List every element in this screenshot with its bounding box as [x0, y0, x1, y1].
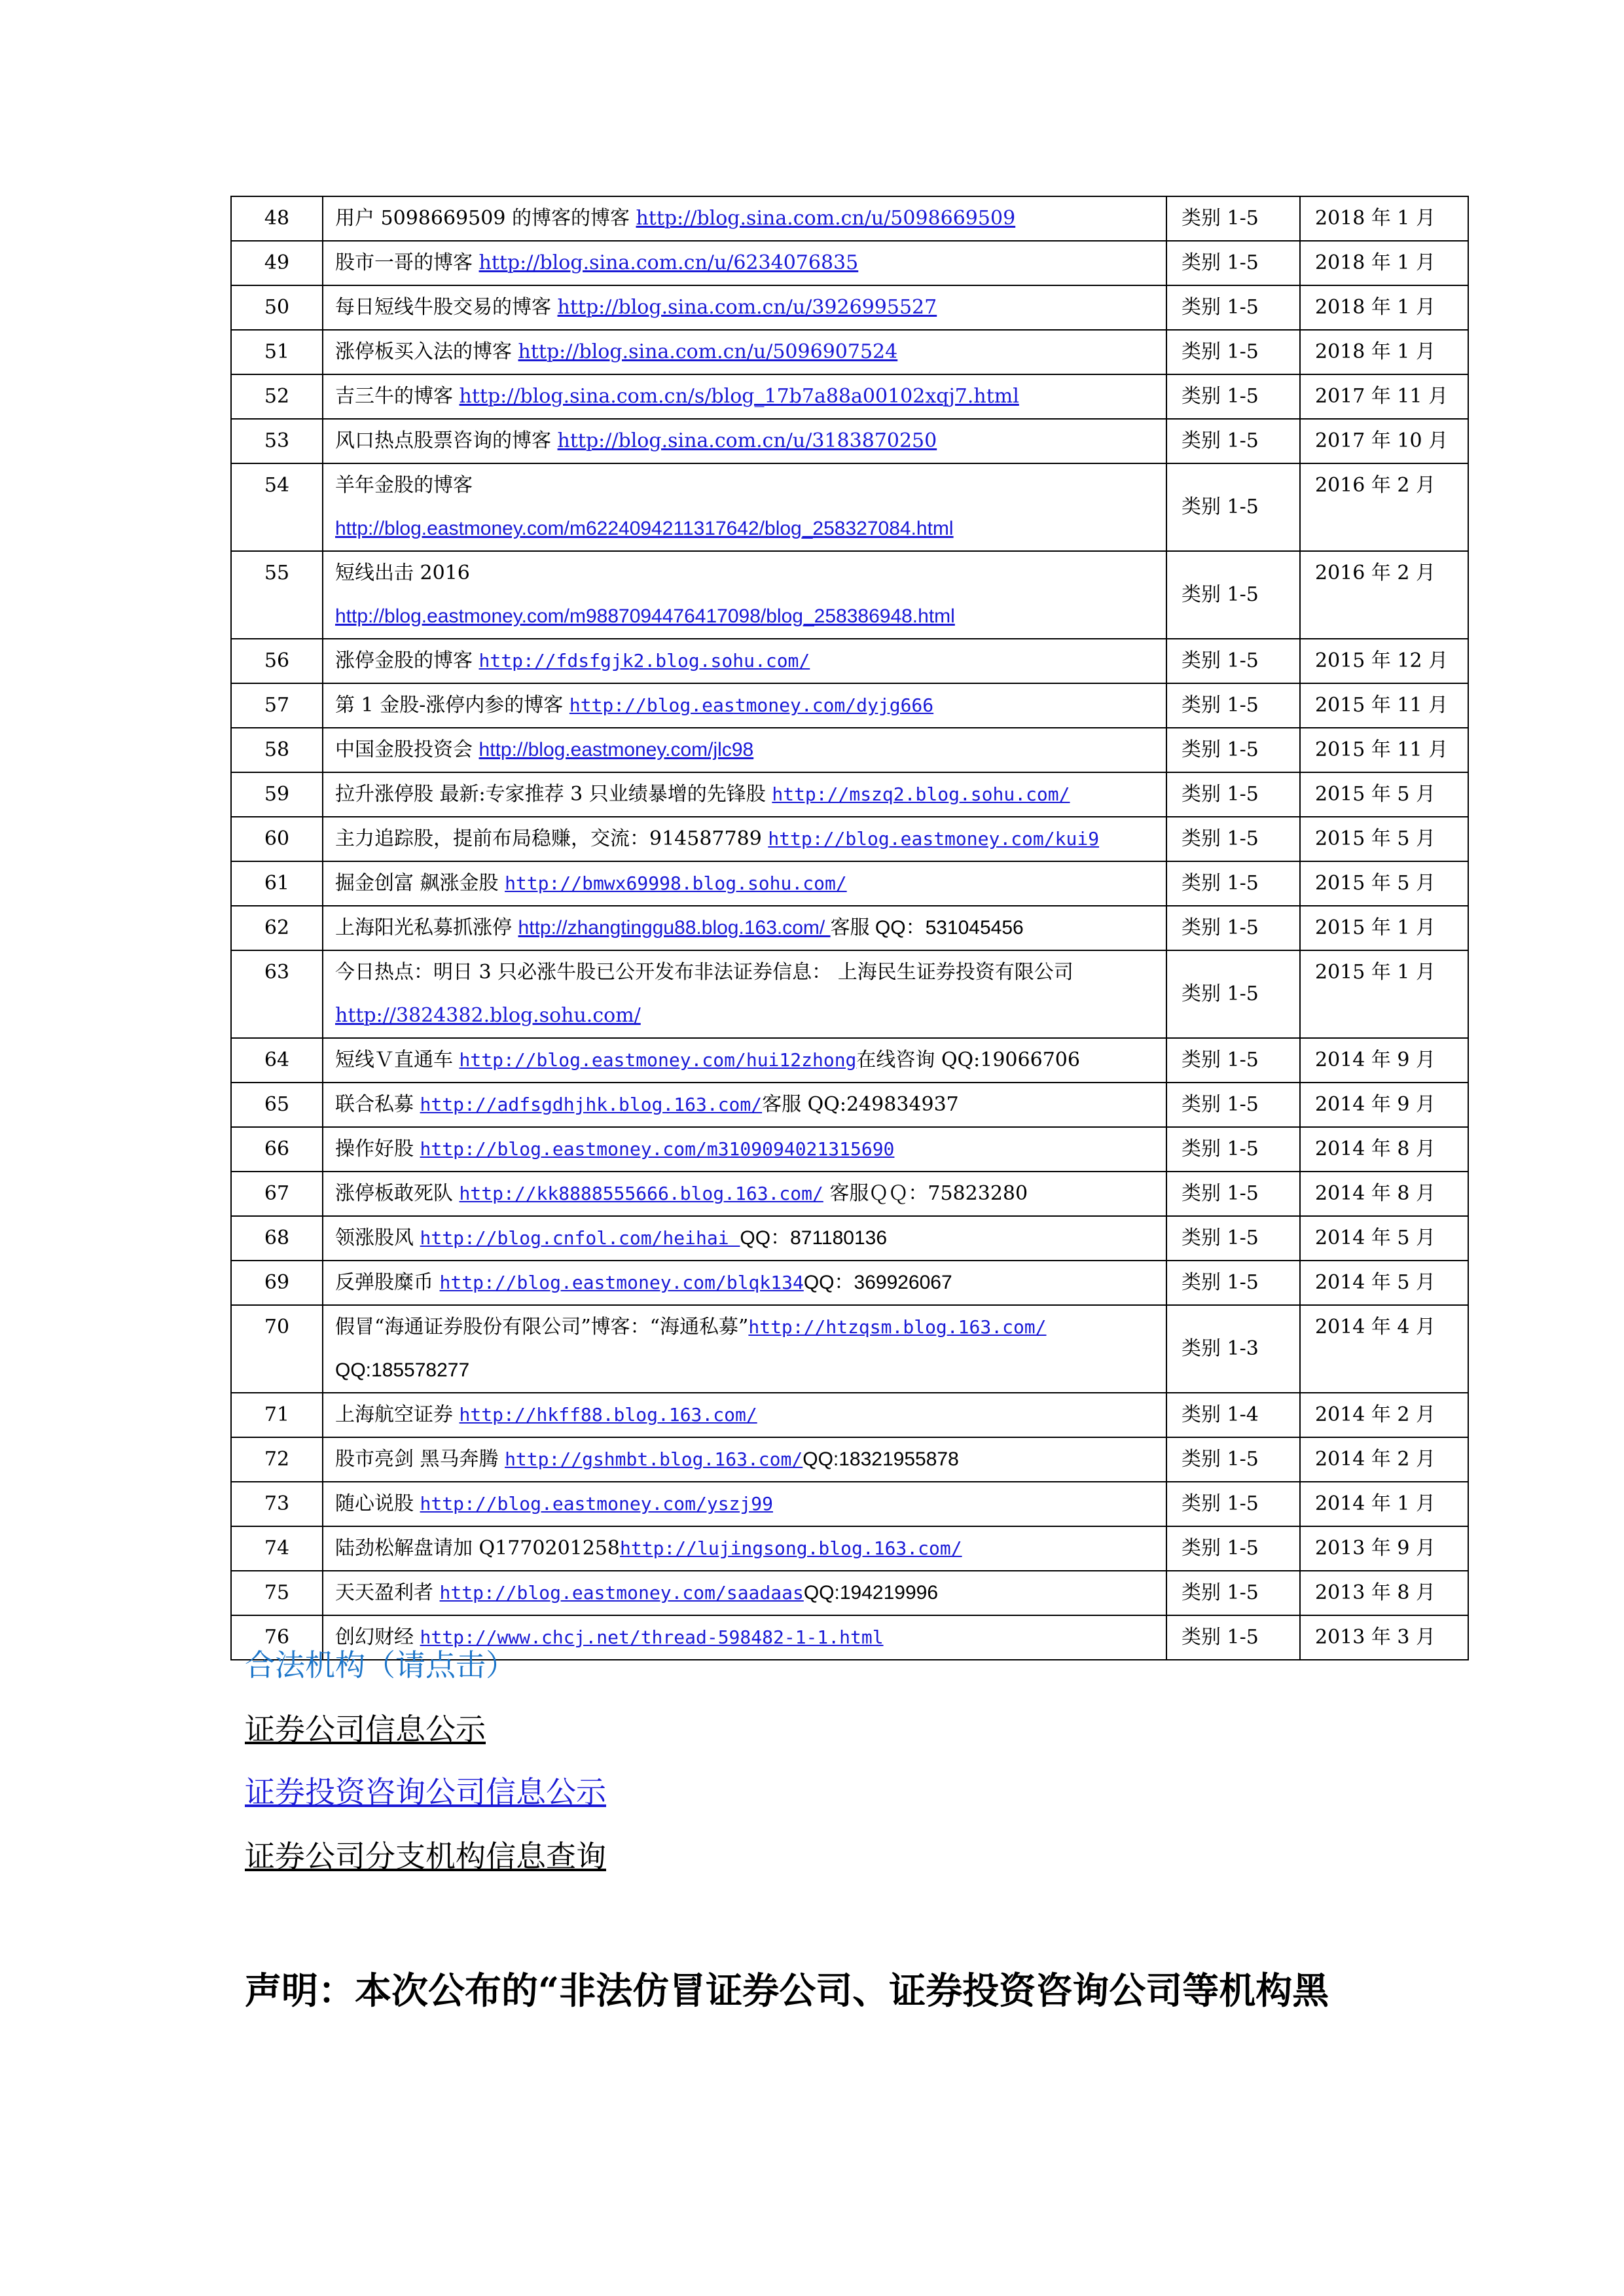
- contact-info: 在线咨询 QQ:19066706: [856, 1049, 1080, 1071]
- row-number: 58: [231, 728, 323, 772]
- row-date: 2014 年 4 月: [1300, 1305, 1468, 1393]
- row-category: 类别 1-5: [1166, 1571, 1300, 1615]
- table-row: [231, 1526, 1468, 1571]
- row-date: 2015 年 1 月: [1300, 950, 1468, 1038]
- row-description: [323, 1526, 1166, 1571]
- entry-name: 第 1 金股-涨停内参的博客: [335, 694, 569, 717]
- row-number: 72: [231, 1437, 323, 1482]
- row-number: 66: [231, 1127, 323, 1172]
- row-description: [323, 1083, 1166, 1127]
- legal-institutions-heading[interactable]: 合法机构（请点击）: [245, 1647, 516, 1683]
- entry-name: 主力追踪股，提前布局稳赚，交流：914587789: [335, 827, 768, 850]
- row-category: 类别 1-5: [1166, 463, 1300, 551]
- entry-name: 涨停板买入法的博客: [335, 340, 518, 363]
- row-date: 2015 年 11 月: [1300, 683, 1468, 728]
- row-category: 类别 1-5: [1166, 817, 1300, 861]
- row-description: [323, 1305, 1166, 1393]
- entry-name: 联合私募: [335, 1093, 420, 1116]
- table-row: [231, 1216, 1468, 1261]
- row-description: [323, 639, 1166, 683]
- row-category: 类别 1-5: [1166, 330, 1300, 374]
- table-row: [231, 463, 1468, 551]
- row-number: 53: [231, 419, 323, 463]
- entry-name: 涨停金股的博客: [335, 649, 479, 672]
- table-row: [231, 1261, 1468, 1305]
- blog-link[interactable]: http://fdsfgjk2.blog.sohu.com/: [478, 650, 810, 672]
- table-row: [231, 330, 1468, 374]
- row-date: 2014 年 1 月: [1300, 1482, 1468, 1526]
- table-row: [231, 1127, 1468, 1172]
- row-number: 74: [231, 1526, 323, 1571]
- contact-info: QQ:185578277: [335, 1359, 470, 1381]
- blog-link[interactable]: http://kk8888555666.blog.163.com/: [459, 1183, 823, 1204]
- table-row: [231, 1482, 1468, 1526]
- row-number: 57: [231, 683, 323, 728]
- table-row: [231, 950, 1468, 1038]
- row-date: 2014 年 2 月: [1300, 1393, 1468, 1437]
- row-category: 类别 1-5: [1166, 1261, 1300, 1305]
- row-category: 类别 1-5: [1166, 1526, 1300, 1571]
- blog-link[interactable]: http://blog.sina.com.cn/u/3183870250: [557, 429, 937, 452]
- row-number: 67: [231, 1172, 323, 1216]
- row-description: [323, 1482, 1166, 1526]
- blog-link[interactable]: http://mszq2.blog.sohu.com/: [772, 783, 1070, 805]
- entry-name: 上海航空证券: [335, 1403, 460, 1426]
- blog-link[interactable]: http://blog.eastmoney.com/saadaas: [439, 1582, 804, 1604]
- investment-consulting-info-link[interactable]: 证券投资咨询公司信息公示: [245, 1774, 606, 1810]
- table-row: [231, 1083, 1468, 1127]
- row-category: 类别 1-5: [1166, 1038, 1300, 1083]
- securities-company-info-link[interactable]: 证券公司信息公示: [245, 1712, 486, 1747]
- entry-name: 上海阳光私募抓涨停: [335, 916, 518, 939]
- row-category: 类别 1-5: [1166, 241, 1300, 285]
- row-category: 类别 1-5: [1166, 1482, 1300, 1526]
- row-number: 70: [231, 1305, 323, 1393]
- row-number: 48: [231, 196, 323, 241]
- row-date: 2015 年 12 月: [1300, 639, 1468, 683]
- table-row: [231, 1437, 1468, 1482]
- row-category: 类别 1-5: [1166, 728, 1300, 772]
- table-row: [231, 1305, 1468, 1393]
- row-category: 类别 1-3: [1166, 1305, 1300, 1393]
- row-description: [323, 463, 1166, 551]
- row-category: 类别 1-5: [1166, 419, 1300, 463]
- blog-link[interactable]: http://gshmbt.blog.163.com/: [505, 1448, 803, 1470]
- table-row: [231, 1571, 1468, 1615]
- row-number: 69: [231, 1261, 323, 1305]
- row-number: 56: [231, 639, 323, 683]
- row-description: [323, 241, 1166, 285]
- row-number: 54: [231, 463, 323, 551]
- row-category: 类别 1-5: [1166, 1216, 1300, 1261]
- entry-name: 反弹股糜币: [335, 1271, 440, 1294]
- row-description: [323, 772, 1166, 817]
- table-row: [231, 772, 1468, 817]
- blog-link[interactable]: http://adfsgdhjhk.blog.163.com/: [420, 1094, 763, 1115]
- entry-name: 随心说股: [335, 1492, 420, 1515]
- statement-text: 声明：本次公布的“非法仿冒证券公司、证券投资咨询公司等机构黑: [245, 1969, 1329, 2013]
- entry-name: 操作好股: [335, 1138, 420, 1160]
- blog-link[interactable]: http://blog.sina.com.cn/u/5098669509: [636, 207, 1016, 230]
- row-date: 2018 年 1 月: [1300, 285, 1468, 330]
- row-category: 类别 1-5: [1166, 1127, 1300, 1172]
- row-date: 2018 年 1 月: [1300, 241, 1468, 285]
- row-date: 2017 年 10 月: [1300, 419, 1468, 463]
- table-body: [231, 196, 1468, 1660]
- row-number: 64: [231, 1038, 323, 1083]
- blog-link[interactable]: http://htzqsm.blog.163.com/: [748, 1316, 1047, 1338]
- row-category: 类别 1-5: [1166, 639, 1300, 683]
- table-row: [231, 861, 1468, 906]
- row-date: 2014 年 5 月: [1300, 1261, 1468, 1305]
- blog-link[interactable]: http://www.chcj.net/thread-598482-1-1.html: [420, 1626, 884, 1648]
- table-row: [231, 374, 1468, 419]
- row-category: 类别 1-5: [1166, 906, 1300, 950]
- row-number: 71: [231, 1393, 323, 1437]
- row-description: [323, 1172, 1166, 1216]
- table-row: [231, 1038, 1468, 1083]
- entry-name: 假冒“海通证券股份有限公司”博客：“海通私募”: [335, 1316, 749, 1338]
- entry-name: 中国金股投资会: [335, 738, 479, 761]
- row-number: 75: [231, 1571, 323, 1615]
- row-category: 类别 1-5: [1166, 374, 1300, 419]
- row-description: [323, 374, 1166, 419]
- row-date: 2018 年 1 月: [1300, 196, 1468, 241]
- row-description: [323, 1437, 1166, 1482]
- blog-link[interactable]: http://lujingsong.blog.163.com/: [620, 1537, 962, 1559]
- row-description: [323, 330, 1166, 374]
- row-date: 2015 年 5 月: [1300, 861, 1468, 906]
- row-date: 2015 年 1 月: [1300, 906, 1468, 950]
- branch-info-query-link[interactable]: 证券公司分支机构信息查询: [245, 1839, 606, 1874]
- blog-link[interactable]: http://3824382.blog.sohu.com/: [335, 1004, 641, 1027]
- row-date: 2014 年 5 月: [1300, 1216, 1468, 1261]
- blog-link[interactable]: http://blog.eastmoney.com/blqk134: [439, 1272, 804, 1293]
- entry-name: 陆劲松解盘请加 Q1770201258: [335, 1537, 620, 1560]
- table-row: [231, 906, 1468, 950]
- blog-link[interactable]: http://blog.eastmoney.com/kui9: [768, 828, 1100, 850]
- row-number: 60: [231, 817, 323, 861]
- table-row: [231, 728, 1468, 772]
- row-number: 49: [231, 241, 323, 285]
- row-date: 2015 年 5 月: [1300, 772, 1468, 817]
- row-category: 类别 1-5: [1166, 950, 1300, 1038]
- row-description: [323, 1216, 1166, 1261]
- blog-link[interactable]: http://bmwx69998.blog.sohu.com/: [505, 872, 847, 894]
- table-row: [231, 196, 1468, 241]
- blog-link[interactable]: http://blog.eastmoney.com/hui12zhong: [459, 1049, 857, 1071]
- entry-name: 今日热点：明日 3 只必涨牛股已公开发布非法证券信息： 上海民生证券投资有限公司: [335, 961, 1074, 984]
- row-description: [323, 1571, 1166, 1615]
- row-number: 73: [231, 1482, 323, 1526]
- row-date: 2016 年 2 月: [1300, 463, 1468, 551]
- row-category: 类别 1-4: [1166, 1393, 1300, 1437]
- contact-info: QQ：871180136: [740, 1227, 888, 1249]
- row-number: 61: [231, 861, 323, 906]
- blog-link[interactable]: http://blog.eastmoney.com/m3109094021315690: [420, 1138, 895, 1160]
- blog-link[interactable]: http://blog.sina.com.cn/u/3926995527: [557, 296, 937, 319]
- blog-link[interactable]: http://blog.sina.com.cn/u/6234076835: [478, 251, 859, 274]
- row-description: [323, 419, 1166, 463]
- entry-name: 拉升涨停股 最新:专家推荐 3 只业绩暴增的先锋股: [335, 783, 772, 806]
- contact-info: 客服 QQ:249834937: [762, 1093, 959, 1116]
- row-category: 类别 1-5: [1166, 683, 1300, 728]
- contact-info: QQ：369926067: [803, 1272, 952, 1293]
- blog-link[interactable]: http://blog.eastmoney.com/jlc98: [478, 739, 754, 761]
- entry-name: 羊年金股的博客: [335, 474, 473, 497]
- row-category: 类别 1-5: [1166, 285, 1300, 330]
- row-date: 2014 年 9 月: [1300, 1038, 1468, 1083]
- row-description: [323, 906, 1166, 950]
- row-number: 76: [231, 1615, 323, 1660]
- table-row: [231, 551, 1468, 639]
- row-date: 2016 年 2 月: [1300, 551, 1468, 639]
- table-row: [231, 419, 1468, 463]
- blog-link[interactable]: http://zhangtinggu88.blog.163.com/: [518, 917, 831, 939]
- entry-name: 股市一哥的博客: [335, 251, 479, 274]
- table-row: [231, 817, 1468, 861]
- row-date: 2014 年 8 月: [1300, 1127, 1468, 1172]
- row-date: 2014 年 9 月: [1300, 1083, 1468, 1127]
- blog-link[interactable]: http://blog.eastmoney.com/dyjg666: [569, 694, 934, 716]
- row-number: 59: [231, 772, 323, 817]
- row-date: 2015 年 11 月: [1300, 728, 1468, 772]
- row-date: 2013 年 8 月: [1300, 1571, 1468, 1615]
- row-description: [323, 1261, 1166, 1305]
- entry-name: 股市亮剑 黑马奔腾: [335, 1448, 505, 1471]
- entry-name: 用户 5098669509 的博客的博客: [335, 207, 636, 230]
- entry-name: 吉三牛的博客: [335, 385, 460, 408]
- row-date: 2013 年 3 月: [1300, 1615, 1468, 1660]
- entry-name: 天天盈利者: [335, 1581, 440, 1604]
- entry-name: 创幻财经: [335, 1626, 420, 1649]
- row-number: 68: [231, 1216, 323, 1261]
- row-number: 65: [231, 1083, 323, 1127]
- blog-link[interactable]: http://hkff88.blog.163.com/: [459, 1404, 757, 1426]
- contact-info: 客服 QQ：531045456: [830, 917, 1024, 939]
- table-row: [231, 241, 1468, 285]
- row-number: 50: [231, 285, 323, 330]
- blog-link[interactable]: http://blog.eastmoney.com/yszj99: [420, 1493, 773, 1515]
- entry-name: 掘金创富 飙涨金股: [335, 872, 505, 895]
- entry-name: 短线Ｖ直通车: [335, 1049, 460, 1071]
- entry-name: 风口热点股票咨询的博客: [335, 429, 558, 452]
- contact-info: QQ:18321955878: [803, 1448, 959, 1470]
- blog-link[interactable]: http://blog.cnfol.com/heihai: [420, 1227, 740, 1249]
- blog-link[interactable]: http://blog.eastmoney.com/m6224094211317642/blog_258327084.html: [335, 518, 954, 539]
- blog-link[interactable]: http://blog.eastmoney.com/m9887094476417098/blog_258386948.html: [335, 605, 955, 627]
- table-row: [231, 1172, 1468, 1216]
- blacklist-table: [230, 196, 1469, 1660]
- row-number: 55: [231, 551, 323, 639]
- row-date: 2013 年 9 月: [1300, 1526, 1468, 1571]
- row-description: [323, 683, 1166, 728]
- row-number: 51: [231, 330, 323, 374]
- row-category: 类别 1-5: [1166, 1083, 1300, 1127]
- blog-link[interactable]: http://blog.sina.com.cn/u/5096907524: [518, 340, 898, 363]
- row-description: [323, 551, 1166, 639]
- row-description: [323, 1393, 1166, 1437]
- row-date: 2014 年 2 月: [1300, 1437, 1468, 1482]
- row-category: 类别 1-5: [1166, 196, 1300, 241]
- table-row: [231, 683, 1468, 728]
- row-date: 2018 年 1 月: [1300, 330, 1468, 374]
- row-description: [323, 728, 1166, 772]
- row-date: 2014 年 8 月: [1300, 1172, 1468, 1216]
- row-description: [323, 196, 1166, 241]
- row-number: 52: [231, 374, 323, 419]
- row-date: 2015 年 5 月: [1300, 817, 1468, 861]
- contact-info: QQ:194219996: [803, 1582, 939, 1604]
- entry-name: 领涨股风: [335, 1227, 420, 1249]
- entry-name: 涨停板敢死队: [335, 1182, 460, 1205]
- row-number: 63: [231, 950, 323, 1038]
- row-category: 类别 1-5: [1166, 861, 1300, 906]
- row-date: 2017 年 11 月: [1300, 374, 1468, 419]
- table-row: [231, 639, 1468, 683]
- row-number: 62: [231, 906, 323, 950]
- contact-info: 客服ＱＱ：75823280: [823, 1182, 1028, 1205]
- blog-link[interactable]: http://blog.sina.com.cn/s/blog_17b7a88a00102xqj7.html: [459, 385, 1019, 408]
- entry-name: 每日短线牛股交易的博客: [335, 296, 558, 319]
- entry-name: 短线出击 2016: [335, 562, 470, 584]
- table-row: [231, 285, 1468, 330]
- row-description: [323, 817, 1166, 861]
- row-description: [323, 950, 1166, 1038]
- row-description: [323, 861, 1166, 906]
- row-category: 类别 1-5: [1166, 1615, 1300, 1660]
- row-category: 类别 1-5: [1166, 551, 1300, 639]
- row-category: 类别 1-5: [1166, 772, 1300, 817]
- row-category: 类别 1-5: [1166, 1437, 1300, 1482]
- row-description: [323, 1038, 1166, 1083]
- row-description: [323, 1127, 1166, 1172]
- table-row: [231, 1393, 1468, 1437]
- row-description: [323, 285, 1166, 330]
- row-category: 类别 1-5: [1166, 1172, 1300, 1216]
